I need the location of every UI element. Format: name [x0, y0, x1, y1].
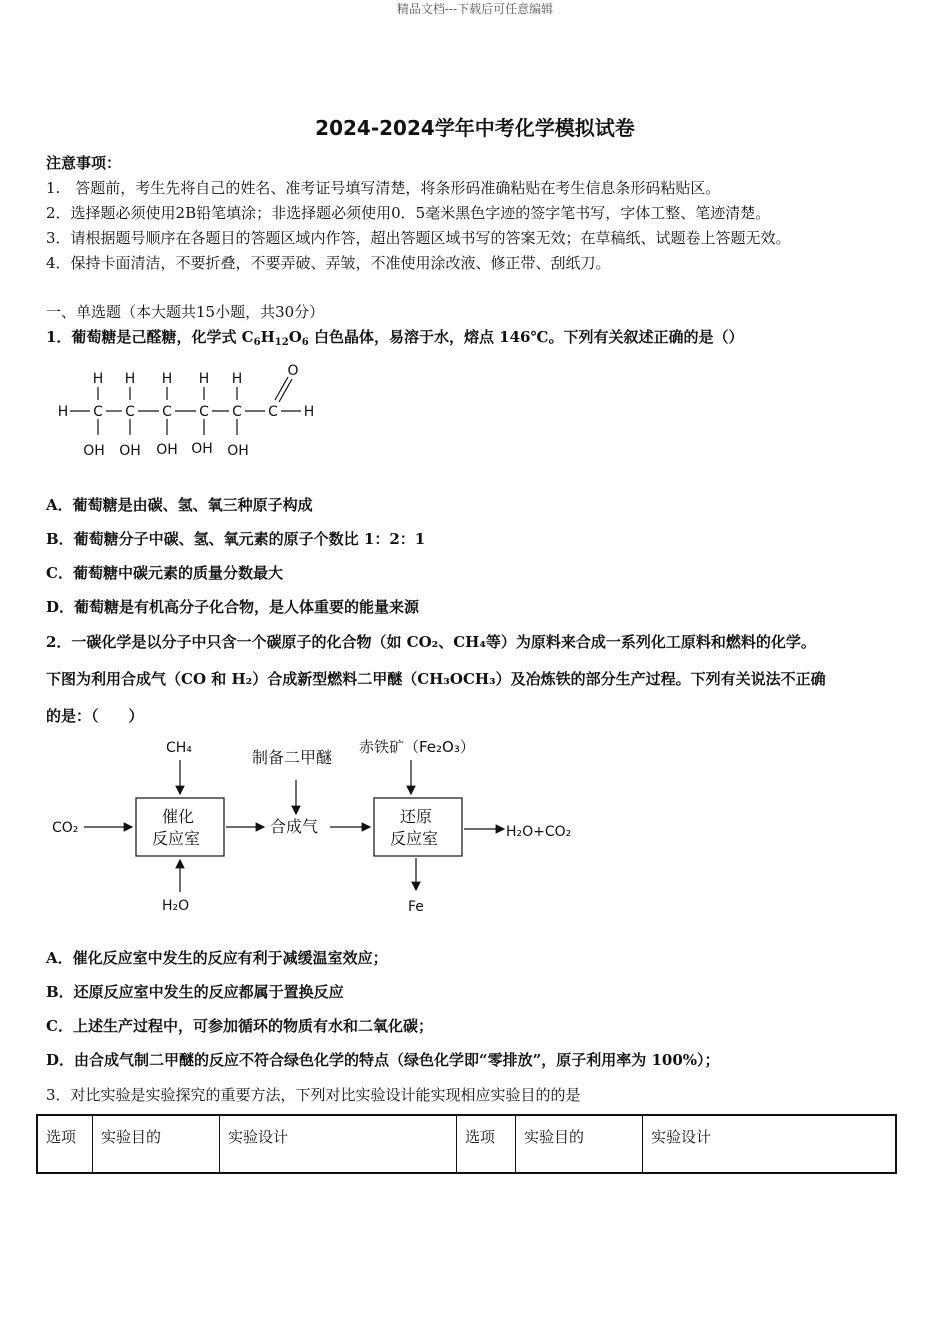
notice-item-3: 3．请根据题号顺序在各题目的答题区域内作答，超出答题区域书写的答案无效；在草稿纸、试题卷上答题无效。: [46, 229, 791, 247]
struct-h-top-5: H: [231, 371, 243, 387]
label-box1-line2: 反应室: [152, 829, 201, 848]
label-box2-line1: 还原: [400, 807, 433, 826]
label-syngas: 合成气: [270, 817, 319, 836]
q2-stem-line3: 的是：（ ）: [46, 707, 144, 725]
label-dme: 制备二甲醚: [252, 748, 333, 767]
label-products: H₂O+CO₂: [506, 824, 572, 840]
table-header-cell: 选项: [457, 1115, 516, 1173]
table-header-cell: 选项: [37, 1115, 93, 1173]
struct-h-top-1: H: [92, 371, 104, 387]
struct-o-top: O: [287, 363, 299, 379]
q2-stem-line2: 下图为利用合成气（CO 和 H₂）合成新型燃料二甲醚（CH₃OCH₃）及冶炼铁的部分生产过程。下列有关说法不正确: [46, 670, 826, 688]
q3-stem: 3．对比实验是实验探究的重要方法，下列对比实验设计能实现相应实验目的的是: [46, 1086, 581, 1104]
struct-c-4: C: [199, 404, 209, 420]
struct-h-top-2: H: [124, 371, 136, 387]
q2-option-b: B．还原反应室中发生的反应都属于置换反应: [46, 983, 344, 1001]
page-title: 2024-2024学年中考化学模拟试卷: [315, 116, 635, 140]
table-header-cell: 实验目的: [516, 1115, 643, 1173]
label-ch4: CH₄: [166, 740, 192, 756]
q1-stem: 1．葡萄糖是己醛糖，化学式 $C_6H_{12}O_6$ 白色晶体，易溶于水，熔点 146℃。下列有关叙述正确的是（）: [46, 328, 744, 348]
q1-option-a: A．葡萄糖是由碳、氢、氧三种原子构成: [46, 496, 313, 514]
notice-item-2: 2．选择题必须使用2B铅笔填涂；非选择题必须使用0．5毫米黑色字迹的签字笔书写，字体工整、笔迹清楚。: [46, 204, 771, 222]
table-header-cell: 实验设计: [643, 1115, 897, 1173]
struct-c-6: C: [268, 404, 278, 420]
struct-c-1: C: [93, 404, 103, 420]
notice-item-1: 1. 答题前，考生先将自己的姓名、准考证号填写清楚，将条形码准确粘贴在考生信息条形码粘贴区。: [46, 179, 721, 197]
q2-stem-line1: 2．一碳化学是以分子中只含一个碳原子的化合物（如 CO₂、CH₄等）为原料来合成一系列化工原料和燃料的化学。: [46, 633, 816, 651]
notice-heading: 注意事项：: [46, 154, 122, 172]
struct-oh-5: OH: [227, 443, 249, 459]
process-diagram: [46, 732, 586, 922]
q1-option-c: C．葡萄糖中碳元素的质量分数最大: [46, 564, 283, 582]
struct-h-top-3: H: [161, 371, 173, 387]
table-header-cell: 实验目的: [93, 1115, 220, 1173]
q2-option-c: C．上述生产过程中，可参加循环的物质有水和二氧化碳；: [46, 1017, 433, 1035]
notice-item-4: 4．保持卡面清洁，不要折叠，不要弄破、弄皱，不准使用涂改液、修正带、刮纸刀。: [46, 254, 611, 272]
label-co2-in: CO₂: [52, 820, 79, 836]
label-h2o: H₂O: [162, 898, 190, 914]
page-header: 精品文档---下载后可任意编辑: [396, 2, 554, 16]
section-heading: 一、单选题（本大题共15小题，共30分）: [46, 303, 325, 321]
struct-h-top-4: H: [198, 371, 210, 387]
struct-c-3: C: [162, 404, 172, 420]
struct-oh-4: OH: [191, 441, 213, 457]
struct-h-left: H: [57, 404, 69, 420]
label-box1-line1: 催化: [162, 807, 195, 826]
struct-c-2: C: [125, 404, 135, 420]
q1-option-d: D．葡萄糖是有机高分子化合物，是人体重要的能量来源: [46, 598, 420, 616]
label-fe: Fe: [408, 899, 424, 915]
label-hematite: 赤铁矿（Fe₂O₃）: [359, 738, 475, 756]
struct-c-5: C: [232, 404, 242, 420]
struct-oh-3: OH: [156, 442, 178, 458]
q1-option-b: B．葡萄糖分子中碳、氢、氧元素的原子个数比 1：2：1: [46, 530, 426, 548]
struct-oh-2: OH: [119, 443, 141, 459]
table-header-cell: 实验设计: [220, 1115, 457, 1173]
table-header-row: [37, 1115, 896, 1173]
label-box2-line2: 反应室: [390, 829, 439, 848]
q3-table: [36, 1114, 897, 1174]
q2-option-a: A．催化反应室中发生的反应有利于减缓温室效应；: [46, 949, 388, 967]
q2-option-d: D．由合成气制二甲醚的反应不符合绿色化学的特点（绿色化学即“零排放”，原子利用率为 100%）；: [46, 1051, 720, 1069]
struct-h-right: H: [303, 404, 315, 420]
struct-oh-1: OH: [83, 443, 105, 459]
glucose-structure: [50, 355, 340, 470]
